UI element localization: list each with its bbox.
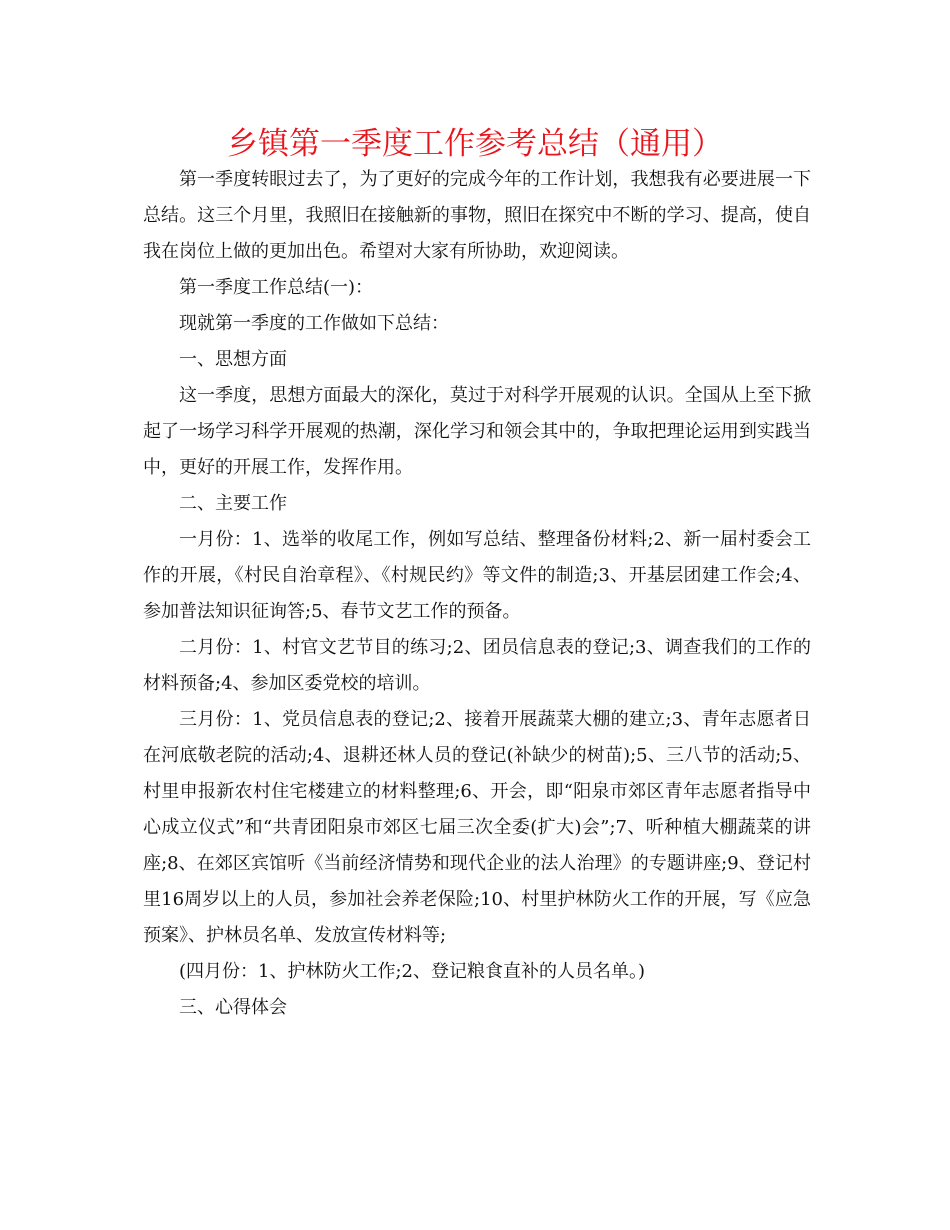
section-heading-main-work: 二、主要工作 — [179, 493, 287, 514]
paragraph-thought: 这一季度，思想方面最大的深化，莫过于对科学开展观的认识。全国从上至下掀起了一场学习科学开展观的热潮，深化学习和领会其中的，争取把理论运用到实践当中，更好的开展工作，发挥作用。 — [143, 385, 811, 478]
paragraph-february: 二月份：1、村官文艺节目的练习;2、团员信息表的登记;3、调查我们的工作的材料预备;4、参加区委党校的培训。 — [143, 637, 811, 694]
document-body — [143, 162, 811, 1026]
section-heading-thought: 一、思想方面 — [179, 349, 287, 370]
section-heading-reflection: 三、心得体会 — [179, 997, 287, 1018]
paragraph-summary-lead: 现就第一季度的工作做如下总结： — [179, 313, 449, 334]
paragraph-april: (四月份：1、护林防火工作;2、登记粮食直补的人员名单。) — [179, 961, 646, 982]
paragraph-intro: 第一季度转眼过去了，为了更好的完成今年的工作计划，我想我有必要进展一下总结。这三个月里，我照旧在接触新的事物，照旧在探究中不断的学习、提高，使自我在岗位上做的更加出色。希望对大家有所协助，欢迎阅读。 — [143, 169, 811, 262]
document-title: 乡镇第一季度工作参考总结（通用） — [227, 126, 723, 162]
paragraph-summary-heading: 第一季度工作总结(一)： — [179, 277, 374, 298]
paragraph-march: 三月份：1、党员信息表的登记;2、接着开展蔬菜大棚的建立;3、青年志愿者日在河底敬老院的活动;4、退耕还林人员的登记(补缺少的树苗);5、三八节的活动;5、村里申报新农村住宅楼建立的材料整理;6、开会，即“阳泉市郊区青年志愿者指导中心成立仪式”和“共青团阳泉市郊区七届三次全委(扩大)会”;7、听种植大棚蔬菜的讲座;8、在郊区宾馆听《当前经济情势和现代企业的法人治理》的专题讲座;9、登记村里16周岁以上的人员，参加社会养老保险;10、村里护林防火工作的开展，写《应急预案》、护林员名单、发放宣传材料等; — [143, 709, 811, 946]
paragraph-january: 一月份：1、选举的收尾工作，例如写总结、整理备份材料;2、新一届村委会工作的开展，《村民自治章程》、《村规民约》等文件的制造;3、开基层团建工作会;4、参加普法知识征询答;5、春节文艺工作的预备。 — [143, 529, 811, 622]
